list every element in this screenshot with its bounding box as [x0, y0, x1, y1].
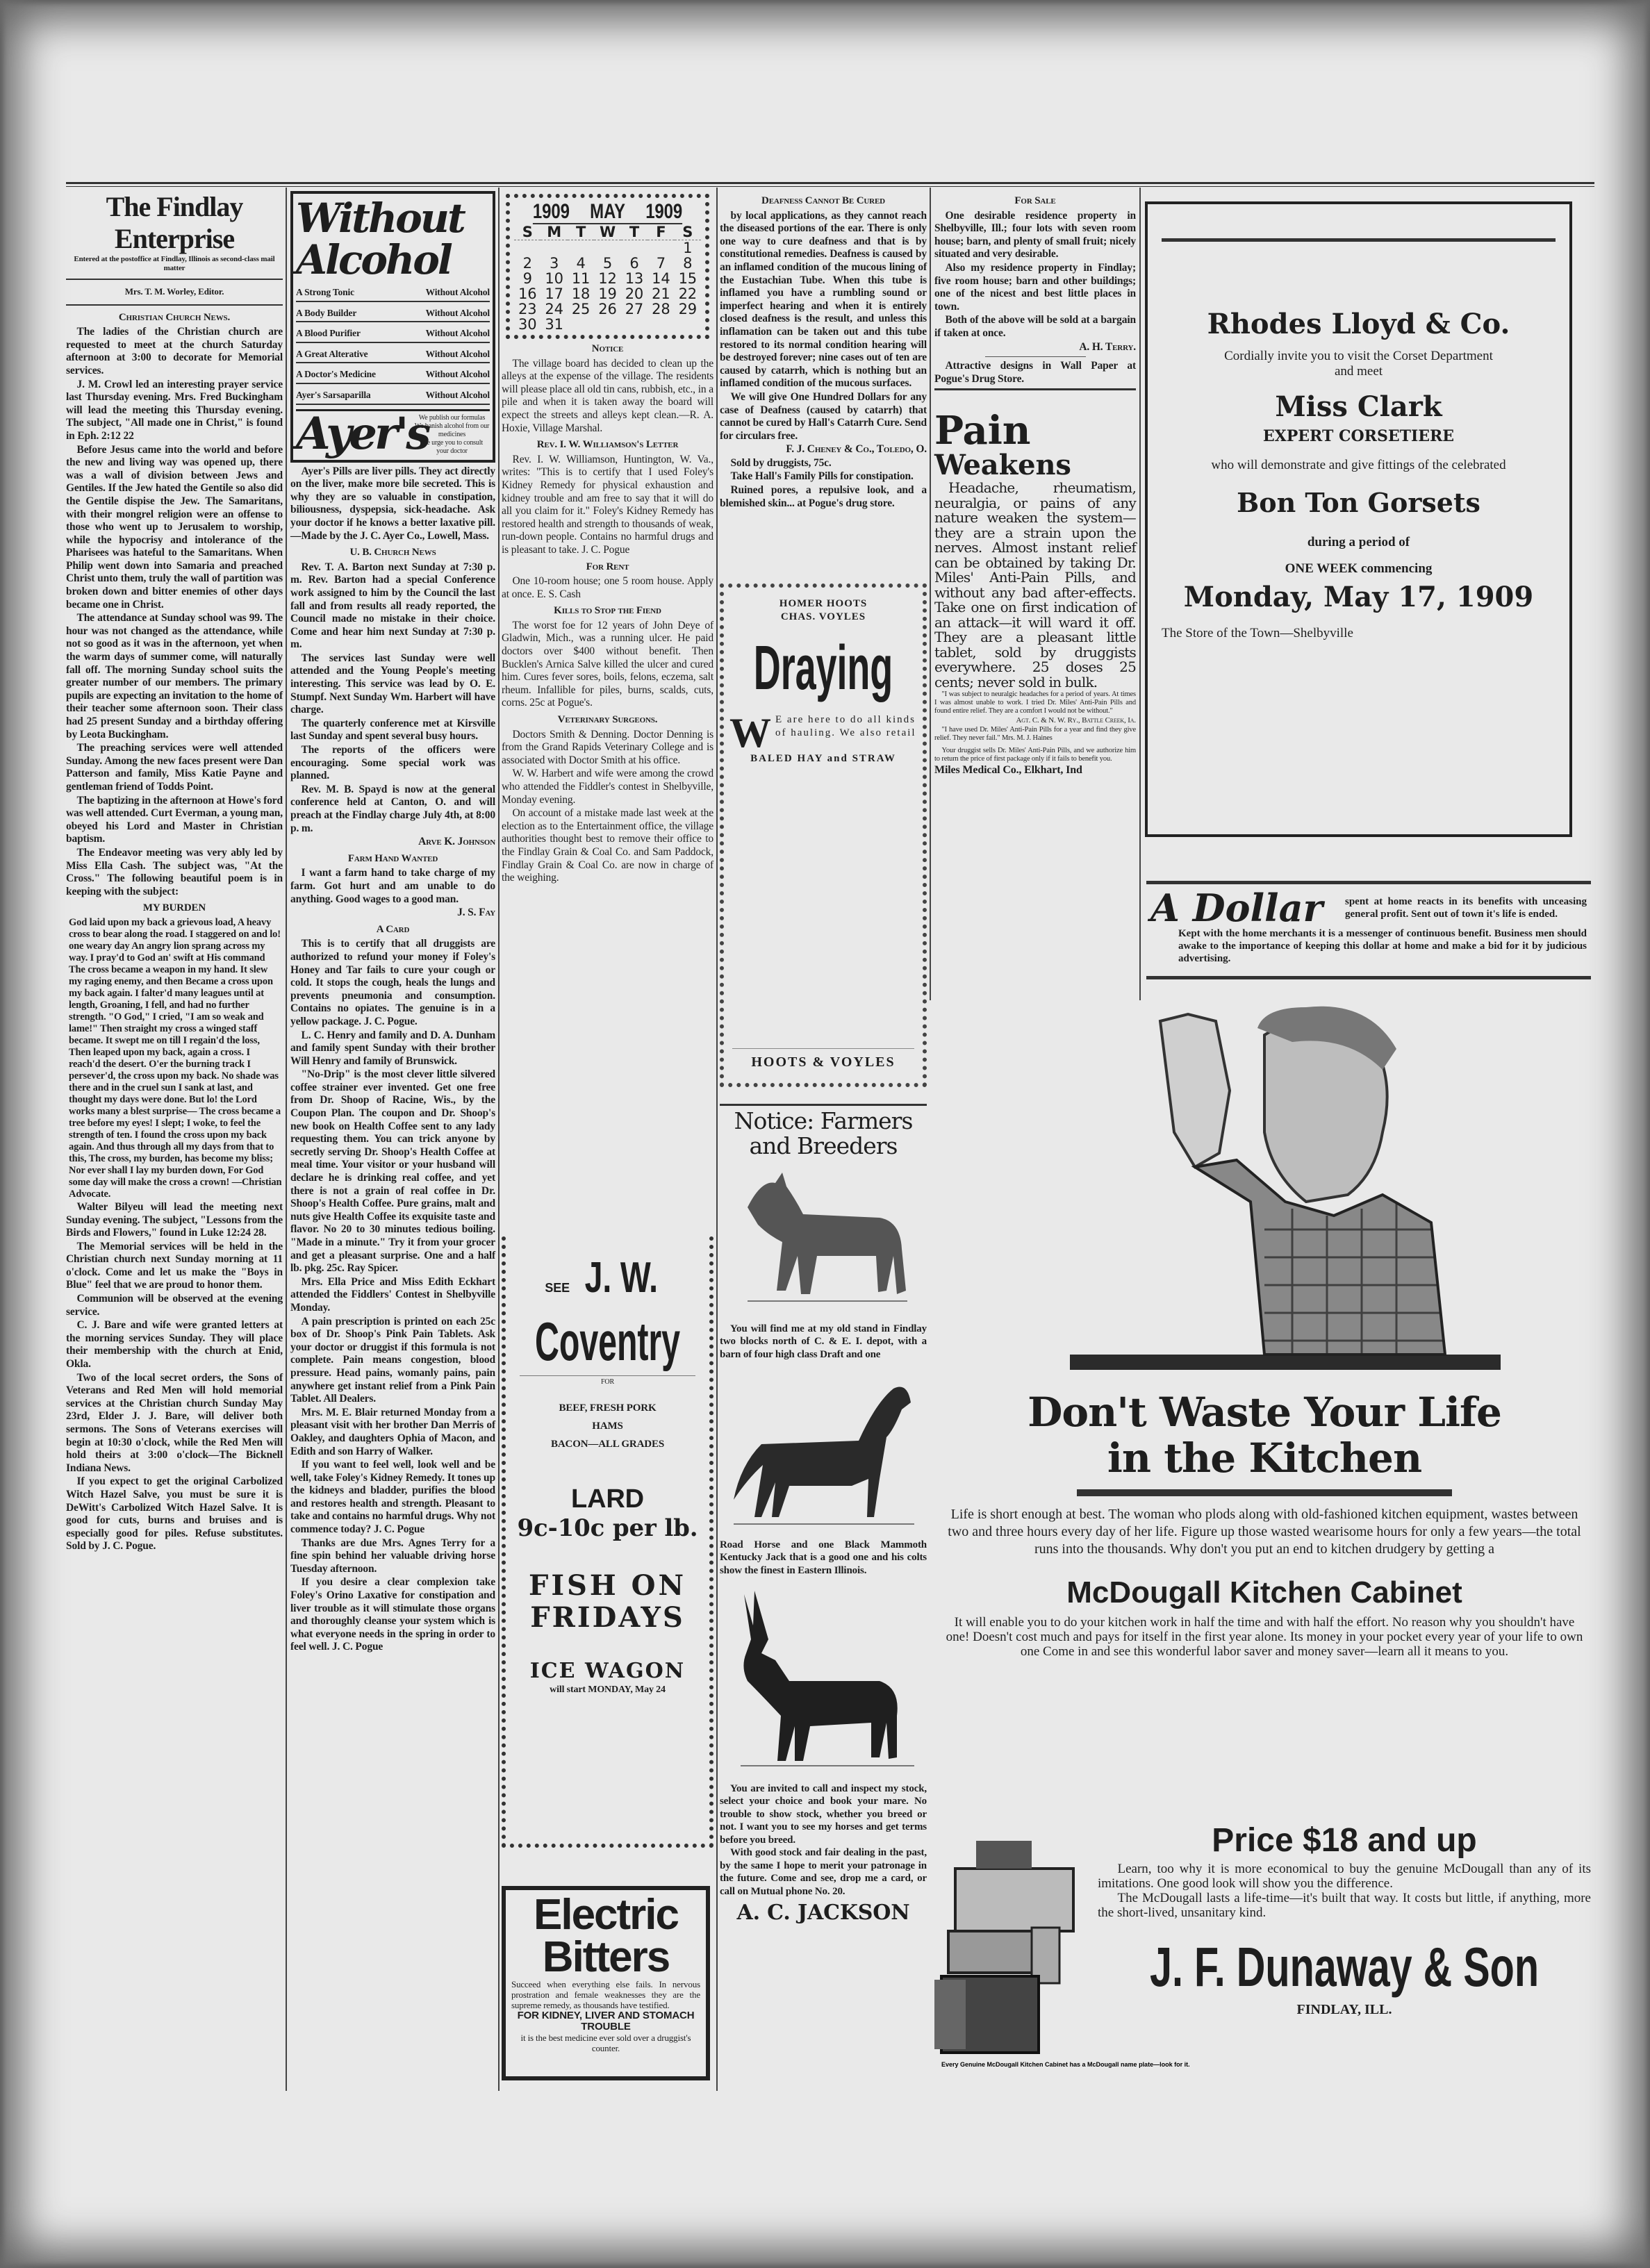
pain-testimony-sig: Agt. C. & N. W. Ry., Battle Creek, Ia.: [1016, 716, 1136, 725]
calendar-day: 26: [598, 301, 617, 317]
ayers-feature-row: [296, 302, 490, 323]
bitters-title: Electric: [533, 1891, 679, 1939]
calendar-day: 30: [518, 316, 537, 333]
article-paragraph: Sold by druggists, 75c.: [730, 456, 832, 469]
coventry-see: SEE: [545, 1281, 570, 1295]
article-paragraph: If you expect to get the original Carbolized Witch Hazel Salve, you must be sure it is DeWitt's Carbolized Witch Hazel Salve. It is good for cuts, burns and bruises and is especially good for piles. Refuse substitutes. Sold by J. C. Pogue.: [66, 1475, 283, 1553]
article-paragraph: The baptizing in the afternoon at Howe's ford was well attended. Curt Everman, a young man, obeyed his Lord and Master in Christian baptism.: [66, 794, 283, 845]
ayers-feature-row: [296, 363, 490, 384]
rhodes-name: Rhodes Lloyd & Co.: [1207, 308, 1510, 340]
rhodes-week: ONE WEEK commencing: [1285, 561, 1433, 576]
calendar-weekday: W: [594, 224, 620, 240]
kitchen-price-section: [1098, 1820, 1591, 2018]
masthead-entered: Entered at the postoffice at Findlay, Illinois as second-class mail matter: [74, 255, 275, 272]
article-heading: A Card: [376, 923, 410, 935]
divider: [934, 388, 1136, 390]
calendar-year: 1909: [532, 200, 570, 223]
draying-owner: CHAS. VOYLES: [780, 611, 866, 622]
column-rule: [498, 188, 500, 2091]
article-heading: Veterinary Surgeons.: [557, 714, 658, 726]
calendar-day: 19: [598, 285, 617, 302]
column-rule: [286, 188, 287, 2091]
article-paragraph: J. M. Crowl led an interesting prayer service last Thursday evening. Mrs. Fred Buckingham will lead the meeting this Thursday evening. The subject, "All made one in Christ," is found in Eph. 2:12 22: [66, 378, 283, 442]
article-paragraph: The Endeavor meeting was very ably led by Miss Ella Cash. The subject was, "At the Cross." The following beautiful poem is in keeping with the subject:: [66, 846, 283, 897]
farmers-text: With good stock and fair dealing in the past, by the same I hope to merit your patronage in the future. Come and see, drop me a card, or call on Mutual phone No. 20.: [720, 1847, 927, 1897]
column-4: [720, 191, 927, 2087]
calendar-day: [514, 240, 541, 256]
ayers-feature: Ayer's Sarsaparilla: [296, 389, 371, 400]
article-heading: Farm Hand Wanted: [347, 852, 438, 864]
article-paragraph: Doctors Smith & Denning. Doctor Denning is from the Grand Rapids Veterinary College and is associated with Doctor Smith at his office.: [502, 728, 713, 766]
calendar-day: 21: [652, 285, 670, 302]
calendar-day: 6: [629, 255, 639, 272]
kitchen-price: Price $18 and up: [1212, 1822, 1477, 1859]
article-paragraph: Walter Bilyeu will lead the meeting next Sunday evening. The subject, "Lessons from the Birds and Flowers," found in Luke 12:24 28.: [66, 1200, 283, 1239]
signature: J. S. Fay: [457, 907, 495, 919]
ayers-claim: Without Alcohol: [425, 369, 490, 380]
calendar-day: 27: [625, 301, 644, 317]
ayers-note: We banish alcohol from our medicines: [414, 422, 490, 438]
article-paragraph: A pain prescription is printed on each 25c box of Dr. Shoop's Pink Pain Tablets. Ask your doctor or druggist if this formula is not complete. Pain means congestion, blood pressure. Head pains, womanly pains, pain anywhere get instant relief from a Pink Pain Tablet. All Dealers.: [290, 1315, 495, 1405]
calendar-day: 4: [576, 255, 586, 272]
calendar-day: 2: [522, 255, 532, 272]
article-paragraph: Rev. I. W. Williamson, Huntington, W. Va., writes: "This is to certify that I used Foley's Kidney Remedy for physical exhaustion and kidney trouble and am free to say that it will do all you claim for it." Foley's Kidney Remedy has restored health and strength to thousands of weak, run-down people. Contains no harmful drugs and is pleasant to take. J. C. Pogue: [502, 453, 713, 556]
calendar-day: 13: [625, 270, 644, 287]
article-paragraph: Two of the local secret orders, the Sons of Veterans and Red Men will hold memorial services at the Christian church Sunday May 23rd, Elder J. J. Bare, will deliver both sermons. The Sons of Veterans exercises will begin at 10:30 o'clock, while the Red Men will hold theirs at 3:00 o'clock—The Bicknell Indiana News.: [66, 1371, 283, 1474]
calendar-day: 5: [602, 255, 613, 272]
article-paragraph: Mrs. M. E. Blair returned Monday from a pleasant visit with her brother Dan Merris of Oakley, and daughters Ophia of Macon, and Edith and son Harry of Walker.: [290, 1406, 495, 1457]
coventry-ad: [502, 1236, 713, 1848]
column-1: [66, 191, 283, 2087]
ad-title-without: Without: [296, 194, 464, 242]
a-dollar-ad: [1146, 881, 1591, 979]
rhodes-date: Monday, May 17, 1909: [1183, 581, 1534, 613]
masthead-title: The Findlay Enterprise: [106, 191, 243, 254]
column-1-articles: [66, 311, 283, 1553]
article-heading: Christian Church News.: [118, 311, 231, 323]
coventry-lard-price: 9c-10c per lb.: [517, 1514, 698, 1542]
calendar-day: 25: [571, 301, 591, 317]
article-heading: Notice: [591, 343, 624, 354]
draying-body: E are here to do all kinds of hauling. We also retail: [775, 714, 916, 739]
ayers-note: We publish our formulas: [418, 413, 486, 422]
divider: [1162, 238, 1556, 242]
article-paragraph: Thanks are due Mrs. Agnes Terry for a fine spin behind her valuable driving horse Tuesday afternoon.: [290, 1537, 495, 1575]
draying-initial: W: [729, 710, 773, 756]
article-paragraph: The worst foe for 12 years of John Deye of Gladwin, Mich., was a running ulcer. He paid doctors over $400 without benefit. Then Bucklen's Arnica Salve killed the ulcer and cured him. Cures fever sores, boils, felons, eczema, salt rheum. Infallible for piles, burns, scalds, cuts, corns. 25c at Pogue's.: [502, 619, 713, 709]
article-paragraph: The services last Sunday were well attended and the Young People's meeting interesting. This service was lead by O. E. Stumpf. Next Sunday Wm. Harbert will have charge.: [290, 652, 495, 716]
article-paragraph: Mrs. Ella Price and Miss Edith Eckhart attended the Fiddlers' Contest in Shelbyville Monday.: [290, 1275, 495, 1314]
ayers-claim: Without Alcohol: [425, 307, 490, 318]
article-paragraph: Rev. M. B. Spayd is now at the general conference held at Canton, O. and will preach at the Findlay charge July 4th, at 8:00 p. m.: [290, 783, 495, 834]
coventry-line: BACON—ALL GRADES: [550, 1438, 665, 1450]
pain-title: Weakens: [934, 449, 1071, 482]
coventry-for: FOR: [520, 1375, 695, 1389]
column-rule: [1139, 188, 1141, 1000]
dunaway-town: FINDLAY, ILL.: [1296, 2002, 1392, 2017]
kitchen-body: It will enable you to do your kitchen work in half the time and with half the effort. No reason why you shouldn't have one! Doesn't cost much and pays for itself in the first year alone. Its money in your pocket every year of your life to own one Come in and see this wonderful labor saver and money saver—learn all it means to you.: [946, 1615, 1583, 1659]
coventry-line: BEEF, FRESH PORK: [559, 1402, 657, 1414]
calendar-day: 8: [683, 255, 693, 272]
coventry-ice-start: will start MONDAY, May 24: [550, 1684, 666, 1695]
article-paragraph: If you want to feel well, look well and be well, take Foley's Kidney Remedy. It tones up the kidneys and bladder, purifies the blood and restores health and strength. Pleasant to take and contains no harmful drugs. Why not commence today? J. C. Pogue: [290, 1459, 495, 1536]
calendar-day: 15: [678, 270, 697, 287]
rhodes-product: Bon Ton Gorsets: [1237, 487, 1480, 518]
ad-title-alcohol: Alcohol: [296, 236, 451, 283]
kitchen-headline: in the Kitchen: [1107, 1434, 1422, 1482]
calendar-day: [594, 240, 620, 256]
masthead-editor: Mrs. T. M. Worley, Editor.: [124, 286, 224, 297]
rhodes-demo: who will demonstrate and give fittings of the celebrated: [1211, 458, 1506, 472]
pain-body: Headache, rheumatism, neuralgia, or pains of any nature weaken the system—they are a strain upon the nerves. Almost instant relief can be obtained by taking Dr. Miles' Anti-Pain Pills, and without any bad after-effects. Take one on first indication of an attack—it will ward it off. They are a pleasant little tablet, sold by druggists everywhere. 25 doses 25 cents; never sold in bulk.: [934, 479, 1136, 690]
ayers-feature-row: [296, 384, 490, 405]
calendar-day: 12: [598, 270, 617, 287]
rhodes-role: EXPERT CORSETIERE: [1262, 427, 1455, 445]
calendar-day: [621, 317, 647, 332]
calendar-day: [621, 240, 647, 256]
calendar-day: 10: [545, 270, 563, 287]
article-paragraph: We will give One Hundred Dollars for any case of Deafness (caused by catarrh) that cannot be cured by Hall's Catarrh Cure. Send for circulars free.: [720, 390, 927, 442]
article-paragraph: The quarterly conference met at Kirsville last Sunday and spent several busy hours.: [290, 717, 495, 743]
calendar-day: 31: [545, 316, 563, 333]
farmers-text: Road Horse and one Black Mammoth Kentucky Jack that is a good one and his colts show the finest in Eastern Illinois.: [720, 1539, 927, 1576]
article-paragraph: The reports of the officers were encouraging. Some special work was planned.: [290, 744, 495, 782]
article-paragraph: C. J. Bare and wife were granted letters at the morning services Sunday. They will place their membership with the church at Enid, Okla.: [66, 1319, 283, 1371]
calendar-day: 11: [571, 270, 591, 287]
calendar-day: 22: [678, 285, 697, 302]
calendar-day: 24: [545, 301, 563, 317]
farmers-ad: [720, 1101, 927, 1928]
divider: [66, 279, 283, 280]
calendar: [506, 194, 709, 339]
calendar-day: [541, 240, 567, 256]
article-paragraph: The village board has decided to clean up the alleys at the expense of the village. The residents will please place all old tin cans, rubbish, etc., in a pile and when it is taken away the board will expect the streets and alleys kept clean.—R. A. Hoxie, Village Marshal.: [502, 357, 713, 434]
ayers-claim: Without Alcohol: [425, 287, 490, 297]
article-paragraph: I want a farm hand to take charge of my farm. Got hurt and am unable to do anything. Good wages to a good man.: [290, 867, 495, 905]
kitchen-text: Learn, too why it is more economical to buy the genuine McDougall than any of its imitations. One good look will show you the difference.: [1098, 1862, 1591, 1891]
draying-hay: BALED HAY and STRAW: [750, 753, 896, 765]
calendar-grid: [514, 224, 701, 332]
dunaway-firm: J. F. Dunaway & Son: [1149, 1936, 1540, 1998]
pain-guarantee: Your druggist sells Dr. Miles' Anti-Pain Pills, and we authorize him to return the price of first package only if it fails to benefit you.: [934, 747, 1136, 763]
ayers-ad: [290, 191, 495, 463]
calendar-day: 3: [550, 255, 559, 272]
jack-donkey-illustration: [720, 1577, 927, 1778]
calendar-day: [675, 317, 701, 332]
calendar-day: 16: [518, 285, 537, 302]
for-sale-signature: A. H. Terry.: [1079, 340, 1136, 353]
for-sale-heading: For Sale: [1014, 195, 1056, 206]
ayers-brand: Ayer's: [296, 408, 429, 461]
ayers-claim: Without Alcohol: [425, 348, 490, 359]
pain-testimony: "I was subject to neuralgic headaches for a period of years. At times I was almost unable to work. I tried Dr. Miles' Anti-Pain Pills and found entire relief. They are a comfort I would not be without.": [934, 690, 1136, 715]
calendar-day: 17: [545, 285, 563, 302]
electric-bitters-ad: [502, 1886, 710, 2080]
calendar-day: 18: [571, 285, 591, 302]
rhodes-lloyd-ad: [1145, 201, 1572, 837]
farmers-title: Notice: Farmers and Breeders: [734, 1107, 913, 1159]
calendar-day: 28: [652, 301, 670, 317]
ayers-feature: A Great Alterative: [296, 348, 368, 359]
column-rule: [930, 188, 931, 1000]
calendar-day: 23: [518, 301, 537, 317]
column-3: [502, 191, 713, 2087]
article-paragraph: Rev. T. A. Barton next Sunday at 7:30 p. m. Rev. Barton had a special Conference work assigned to him by the Council the last fall and from results all ready reported, the Council made no mistake in their choice. Come and hear him next Sunday at 7:30 p. m.: [290, 561, 495, 651]
signature: Arve K. Johnson: [418, 836, 495, 848]
coventry-ice: ICE WAGON: [529, 1658, 686, 1683]
article-paragraph: This is to certify that all druggists are authorized to refund your money if Foley's Honey and Tar fails to cure your cough or cold. It stops the cough, heals the lungs and prevents pneumonia and consumption. Contains no opiates. The genuine is in a yellow package. J. C. Pogue.: [290, 938, 495, 1027]
calendar-day: [647, 317, 674, 332]
pain-title: Pain: [934, 408, 1031, 454]
calendar-weekday: M: [541, 224, 567, 240]
pain-ad: [934, 408, 1136, 777]
article-paragraph: L. C. Henry and family and D. A. Dunham and family spent Sunday with their brother Will Henry and family of Brunswick.: [290, 1029, 495, 1067]
calendar-day: 14: [652, 270, 670, 287]
calendar-day: 29: [678, 301, 697, 317]
article-heading: Rev. I. W. Williamson's Letter: [536, 439, 679, 451]
ayers-feature-list: [296, 281, 490, 405]
article-paragraph: by local applications, as they cannot reach the diseased portions of the ear. There is only one way to cure deafness and that is by constitutional remedies. Deafness is caused by an inflamed condition of the mucous lining of the Eustachian Tube. When this tube is inflamed you have a rumbling sound or imperfect hearing and when it is entirely closed deafness is the result, and unless this inflamation can be taken out and this tube restored to its normal condition hearing will be destroyed forever; nine cases out of ten are caused by catarrh, which is nothing but an inflamed condition of the mucous surfaces.: [720, 209, 927, 390]
divider: [66, 304, 283, 306]
dollar-right-text: spent at home reacts in its benefits with unceasing general profit. Sent out of town it's life is ended.: [1345, 896, 1587, 920]
article-paragraph: Ruined pores, a repulsive look, and a blemished skin... at Pogue's drug store.: [720, 484, 927, 509]
article-paragraph: W. W. Harbert and wife were among the crowd who attended the Fiddler's contest in Shelbyville, Monday evening.: [502, 768, 713, 806]
for-sale-text: One desirable residence property in Shelbyville, Ill.; four lots with seven room house; barn, and plenty of small fruit; nicely situated and very desirable.: [934, 209, 1136, 260]
kitchen-intro: Life is short enough at best. The woman who plods along with old-fashioned kitchen equipment, wastes between two and three hours every day of her life. Figure up those wasted wearisome hours for only a few years—the total runs into the thousands. Why don't you put an end to kitchen drudgery by getting a: [948, 1507, 1581, 1557]
column-2: [290, 191, 495, 2087]
calendar-day: 9: [522, 270, 532, 287]
top-rule: [66, 182, 1594, 184]
calendar-weekday: T: [568, 224, 594, 240]
ayers-feature-row: [296, 281, 490, 302]
bitters-foot: it is the best medicine ever sold over a druggist's counter.: [520, 2033, 691, 2053]
article-paragraph: Ayer's Pills are liver pills. They act directly on the liver, make more bile secreted. This is why they are so valuable in constipation, biliousness, dyspepsia, sick-headache. Ask your doctor if he knows a better laxative pill. —Made by the J. C. Ayer Co., Lowell, Mass.: [290, 465, 495, 542]
draying-title: Draying: [753, 634, 893, 704]
poem-text: God laid upon my back a grievous load, A heavy cross to bear along the road. I staggered on and lo! one weary day An angry lion sprang across my way. I pray'd to God an' swift at His command The cross became a weapon in my hand. It slew my raging enemy, and then Became a cross upon my back again. I falter'd many leagues until at length, Groaning, I fell, and had no further strength. "O God," I cried, "I am so weak and lame!" Then straight my cross a winged staff became. It swept me on till I regain'd the loss, Then leaped upon my back, again a cross. I reach'd the desert. O'er the burning track I persever'd, the cross upon my back. No shade was there and in the cruel sun I sank at last, and thought my days were done. But lo! the Lord works many a blest surprise— The cross became a tree before my eyes! I slept; I woke, to feel the strength of ten. I found the cross upon my back again. And thus through all my days from that to this, The cross, my burden, has become my bliss; Nor ever shall I lay my burden down, For God some day will make the cross a crown! —Christian Advocate.: [69, 916, 282, 1200]
coventry-line: HAMS: [592, 1420, 623, 1432]
calendar-weekday: T: [621, 224, 647, 240]
calendar-weekday: S: [514, 224, 541, 240]
article-paragraph: If you desire a clear complexion take Foley's Orino Laxative for constipation and liver trouble as it will stimulate those organs and thoroughly cleanse your system which is what everyone needs in the spring in order to feel well. J. C. Pogue: [290, 1576, 495, 1653]
top-rule-thin: [66, 186, 1594, 187]
coventry-name: Coventry: [535, 1311, 680, 1372]
draft-horse-illustration: [720, 1159, 927, 1318]
column-3-articles: [502, 342, 713, 1197]
ayers-note: We urge you to consult your doctor: [420, 438, 484, 455]
calendar-day: [568, 317, 594, 332]
ayers-feature: A Doctor's Medicine: [296, 369, 376, 380]
pain-company: Miles Medical Co., Elkhart, Ind: [934, 764, 1082, 777]
draying-owner: HOMER HOOTS: [779, 598, 868, 609]
article-paragraph: One 10-room house; one 5 room house. Apply at once. E. S. Cash: [502, 575, 713, 600]
divider: [720, 1104, 927, 1106]
calendar-day: [594, 317, 620, 332]
coventry-name-initials: J. W.: [584, 1254, 659, 1302]
dollar-body: Kept with the home merchants it is a messenger of continuous benefit. Business men should awake to the importance of keeping this dollar at home and make a bid for it by judicious advertising.: [1178, 928, 1587, 964]
article-heading: U. B. Church News: [349, 547, 436, 558]
article-paragraph: The preaching services were well attended Sunday. Among the new faces present were Dan Patterson and family, Miss Katie Payne and gentleman friend of Todds Point.: [66, 742, 283, 793]
column-4-articles: [720, 194, 927, 577]
article-paragraph: Before Jesus came into the world and before the new and living way was opened up, there was a wall of division between Jews and Gentiles. If the Jew hated the Gentile so also did the Gentile dispise the Jew. The Samaritans, with their mongrel religion were an offense to those who went up to Jerusalem to worship, while the hypocrisy and intolerance of the Pharisees was hateful to the Samaritans. When Philip went down into Samaria and preached Christ unto them, truly the wall of partition was broken down and bitter enemies of other days became one in Christ.: [66, 443, 283, 611]
article-paragraph: The ladies of the Christian church are requested to meet at the church Saturday afternoon at 3:00 to decorate for Memorial services.: [66, 326, 283, 376]
bitters-title: Bitters: [542, 1933, 670, 1981]
calendar-weekday: F: [647, 224, 674, 240]
for-sale-text: Both of the above will be sold at a bargain if taken at once.: [934, 314, 1136, 339]
farmers-text: You will find me at my old stand in Findlay two blocks north of C. & E. I. depot, with a barn of four high class Draft and one: [720, 1323, 927, 1360]
coventry-lard: LARD: [571, 1484, 644, 1514]
calendar-month: MAY: [590, 200, 625, 223]
pain-testimony: "I have used Dr. Miles' Anti-Pain Pills for a year and find they give relief. They never fail." Mrs. M. J. Haines: [934, 726, 1136, 743]
calendar-day: 7: [656, 255, 666, 272]
dollar-title: A Dollar: [1150, 886, 1323, 930]
calendar-day: [568, 240, 594, 256]
kitchen-headline: Don't Waste Your Life: [1028, 1389, 1501, 1436]
column-5: [934, 191, 1136, 997]
calendar-day: 1: [683, 240, 693, 256]
rhodes-period: during a period of: [1307, 535, 1410, 549]
coventry-fish: FISH ON: [528, 1568, 687, 1602]
article-heading: Kills to Stop the Fiend: [554, 605, 661, 617]
kitchen-product: McDougall Kitchen Cabinet: [1066, 1575, 1462, 1609]
farmers-text: You are invited to call and inspect my stock, select your choice and book your mare. No trouble to show stock, whether you breed or not. I want you to see my horses and get terms before you breed.: [720, 1782, 927, 1846]
wallpaper-notice: Attractive designs in Wall Paper at Pogue's Drug Store.: [934, 360, 1136, 385]
for-sale-text: Also my residence property in Findlay; five room house; barn and other buildings; one of the nicest and best little places in town.: [934, 261, 1136, 313]
kitchen-cabinet-illustration: [934, 1841, 1190, 2080]
cabinet-caption: Every Genuine McDougall Kitchen Cabinet has a McDougall name plate—look for it.: [941, 2061, 1190, 2068]
article-heading: For Rent: [586, 561, 629, 572]
article-heading: Deafness Cannot Be Cured: [761, 195, 885, 206]
article-paragraph: "No-Drip" is the most clever little silvered coffee strainer ever invented. Get one free from Dr. Shoop of Racine, Wis., by the Coupon Plan. The coupon and Dr. Shoop's new book on Health Coffee sent to any lady requesting them. You can trick anyone by secretly serving Dr. Shoop's Health Coffee at meal time. Your visitor or your husband will declare he is drinking real coffee, and yet there is not a grain of real coffee in Dr. Shoop's Health Coffee. Pure grains, malt and nuts give Health Coffee its exquisite taste and flavor. No 20 to 30 minutes tedious boiling. "Made in a minute." Try it from your grocer and get a pleasant surprise. One and a half lb. pkg. 25c. Ray Spicer.: [290, 1068, 495, 1275]
article-paragraph: On account of a mistake made last week at the election as to the Entertainment office, the village authorities thought best to remove their office to the Findlay Grain & Coal Co. and Sam Paddock, Findlay Grain & Coal Co. are now in charge of the weighing.: [502, 807, 713, 884]
article-paragraph: Take Hall's Family Pills for constipation.: [730, 470, 914, 483]
article-paragraph: The Memorial services will be held in the Christian church next Sunday morning at 11 o'clock. Come and let us make the "Boys in Blue" feel that we are proud to honor them.: [66, 1240, 283, 1291]
article-paragraph: The attendance at Sunday school was 99. The hour was not changed as the attendance, while not so good as it was in the afternoon, yet when the warm days of summer come, will naturally fall off. The morning Sunday school suits the greater number of our members. The primary pupils are expecting an invitation to the home of their teacher some afternoon soon. Their class had 25 present Sunday and a birthday offering by Leota Buckingham.: [66, 612, 283, 740]
calendar-weekday: S: [675, 224, 701, 240]
road-horse-illustration: [720, 1361, 927, 1534]
draying-firm: HOOTS & VOYLES: [732, 1048, 914, 1069]
farmers-signature: A. C. JACKSON: [736, 1901, 910, 1926]
ayers-claim: Without Alcohol: [425, 389, 490, 400]
article-heading: MY BURDEN: [142, 902, 206, 914]
calendar-year: 1909: [645, 200, 683, 223]
column-2-articles: [290, 465, 495, 1654]
bitters-body: Succeed when everything else fails. In nervous prostration and female weaknesses they are the supreme remedy, as thousands have testified.: [511, 1979, 700, 2010]
ayers-feature: A Body Builder: [296, 307, 357, 318]
bitters-bold: FOR KIDNEY, LIVER AND STOMACH TROUBLE: [517, 2010, 695, 2033]
rhodes-invite: Cordially invite you to visit the Corset Department and meet: [1224, 349, 1493, 379]
ayers-feature-row: [296, 343, 490, 364]
draying-ad: [720, 583, 927, 1087]
calendar-day: [647, 240, 674, 256]
tired-woman-illustration: [1056, 993, 1515, 1382]
article-paragraph: Communion will be observed at the evening service.: [66, 1293, 283, 1318]
rhodes-store: The Store of the Town—Shelbyville: [1162, 626, 1353, 640]
ayers-feature: A Blood Purifier: [296, 328, 361, 339]
ayers-claim: Without Alcohol: [425, 328, 490, 339]
signature: F. J. Cheney & Co., Toledo, O.: [786, 443, 927, 456]
rhodes-person: Miss Clark: [1275, 390, 1442, 423]
ayers-feature: A Strong Tonic: [296, 287, 354, 297]
column-rule: [716, 188, 718, 2091]
kitchen-text: The McDougall lasts a life-time—it's built that way. It costs but little, if anything, more the short-lived, unsanitary kind.: [1098, 1891, 1591, 1920]
ayers-feature-row: [296, 322, 490, 343]
calendar-day: 20: [625, 285, 644, 302]
coventry-fish: FRIDAYS: [530, 1600, 685, 1634]
mcdougall-kitchen-ad: [934, 1389, 1594, 1659]
